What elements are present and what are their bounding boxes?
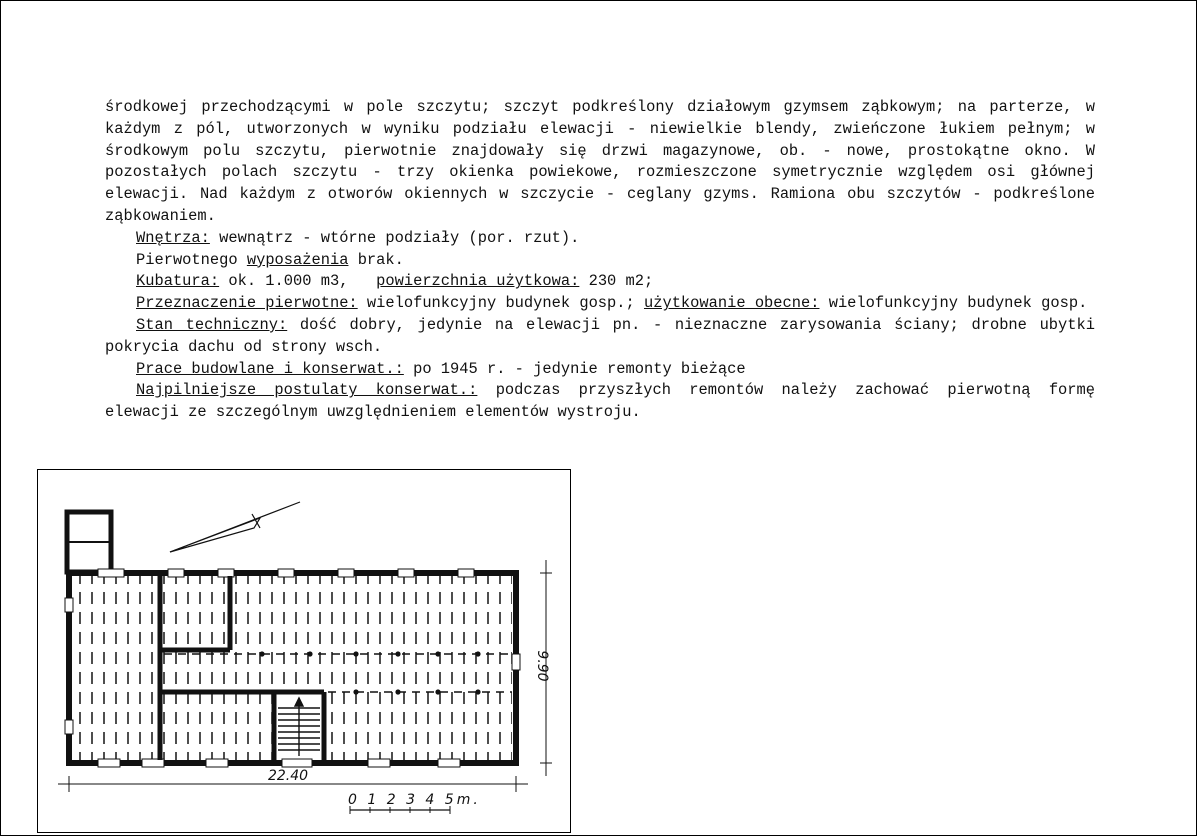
height-dim-label: 9.90 — [534, 650, 550, 682]
north-arrow-icon — [170, 502, 300, 552]
interiors-label: Wnętrza: — [136, 228, 210, 247]
current-use-label: użytkowanie obecne: — [643, 294, 820, 313]
volume-text: ok. 1.000 m3, — [219, 272, 377, 291]
paragraph-postulates — [105, 380, 1095, 424]
paragraph-elevation: środkowej przechodzącymi w pole szczytu; szczyt podkreślony działowym gzymsem ząbkowym; na parterze, w każdym z pól, utworzonych w wyniku podziału elewacji - niewielkie blendy, zwieńczone łukiem pełnym; w środkowym polu szczytu, pierwotnie znajdowały się drzwi magazynowe, ob. - nowe, prostokątne okno. W pozostałych polach szczytu - trzy okienka powiekowe, rozmieszczone symetrycznie względem osi głównej elewacji. Nad każdym z otworów okiennych w szczycie - ceglany gzyms. Ramiona obu szczytów - podkreślone ząbkowaniem. — [105, 98, 1095, 225]
scale-bar — [348, 792, 481, 814]
original-purpose-text: wielofunkcyjny budynek gosp.; — [357, 294, 644, 313]
condition-label: Stan techniczny: — [136, 315, 288, 334]
postulates-label: Najpilniejsze postulaty konserwat.: — [136, 381, 478, 400]
interiors-text: wewnątrz - wtórne podziały (por. rzut). — [209, 228, 580, 247]
condition-text: dość dobry, jedynie na elewacji pn. - nieznaczne zarysowania ściany; drobne ubytki pokrycia dachu od strony wsch. — [105, 315, 1095, 356]
equipment-label: wyposażenia — [246, 250, 349, 269]
paragraph-volume — [105, 271, 1095, 293]
width-dim-label: 22.40 — [267, 768, 309, 784]
description-text — [105, 97, 1095, 424]
scale-numbers: 0 1 2 3 4 5m. — [348, 792, 481, 808]
equipment-post: brak. — [348, 250, 404, 269]
paragraph-equipment — [105, 250, 1095, 272]
works-label: Prace budowlane i konserwat.: — [136, 359, 404, 378]
paragraph-works — [105, 359, 1095, 381]
current-use-text: wielofunkcyjny budynek gosp. — [819, 294, 1088, 313]
works-text: po 1945 r. - jedynie remonty bieżące — [403, 359, 746, 378]
postulates-text: podczas przyszłych remontów należy zachować pierwotną formę elewacji ze szczególnym uwzględnieniem elementów wystroju. — [105, 381, 1095, 422]
usable-area-label: powierzchnia użytkowa: — [376, 272, 580, 291]
paragraph-purpose — [105, 293, 1095, 315]
equipment-pre: Pierwotnego — [136, 250, 247, 269]
original-purpose-label: Przeznaczenie pierwotne: — [136, 294, 358, 313]
floor-plan-frame — [37, 469, 571, 833]
volume-label: Kubatura: — [136, 272, 220, 291]
annex-outline — [67, 512, 111, 572]
paragraph-condition — [105, 315, 1095, 359]
usable-area-text: 230 m2; — [579, 272, 654, 291]
paragraph-interiors — [105, 228, 1095, 250]
floor-plan-drawing — [38, 470, 570, 832]
